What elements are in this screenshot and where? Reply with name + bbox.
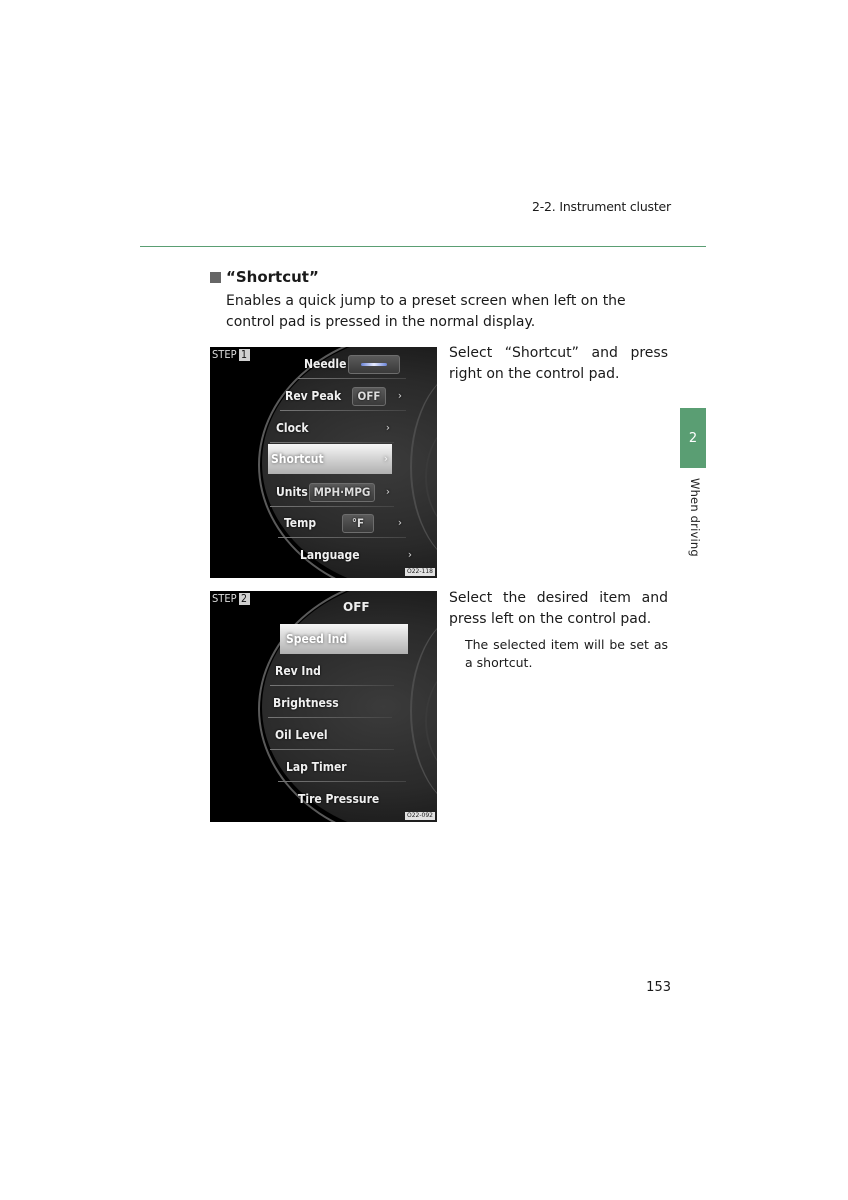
- menu-item-rev-peak[interactable]: [280, 381, 406, 411]
- chapter-title: When driving: [688, 478, 702, 557]
- menu-item-label: Units: [276, 485, 308, 499]
- step2-text: Select the desired item and press left on the control pad.: [449, 590, 668, 627]
- step-word: STEP: [212, 348, 237, 361]
- menu-item-label: Lap Timer: [286, 760, 347, 774]
- menu-item-oil-level[interactable]: [270, 720, 394, 750]
- step1-label: [212, 348, 250, 361]
- menu-item-clock[interactable]: [270, 413, 394, 443]
- menu-item-label: Rev Ind: [275, 664, 321, 678]
- menu-item-label: Clock: [276, 421, 309, 435]
- step2-screenshot: [210, 591, 437, 822]
- menu-item-units[interactable]: [270, 477, 394, 507]
- menu-item-label: Tire Pressure: [298, 792, 380, 806]
- menu-item-value: °F: [342, 514, 374, 533]
- menu-item-speed-ind[interactable]: [280, 624, 408, 654]
- header-rule: [140, 246, 706, 247]
- menu-item-lap-timer[interactable]: [278, 752, 406, 782]
- chevron-right-icon: ›: [383, 452, 388, 465]
- menu-item-label: Speed Ind: [286, 632, 348, 646]
- menu-item-value: MPH·MPG: [309, 483, 375, 502]
- step1-screenshot: [210, 347, 437, 578]
- chevron-right-icon: ›: [385, 485, 390, 498]
- menu-item-rev-ind[interactable]: [270, 656, 394, 686]
- step-number: 1: [239, 349, 250, 361]
- section-title: [210, 268, 319, 286]
- step1-text: Select “Shortcut” and press right on the control pad.: [449, 345, 668, 382]
- menu-item-temp[interactable]: [278, 508, 406, 538]
- menu-item-label: Brightness: [273, 696, 339, 710]
- page-number: 153: [646, 980, 671, 995]
- chevron-right-icon: ›: [397, 389, 402, 402]
- needle-color-bar: [348, 355, 400, 374]
- chevron-right-icon: ›: [397, 516, 402, 529]
- menu-item-tire-pressure[interactable]: [294, 784, 416, 814]
- menu-item-label: Needle: [304, 357, 347, 371]
- menu-item-language[interactable]: [294, 540, 416, 570]
- menu-item-brightness[interactable]: [268, 688, 392, 718]
- menu-item-label: Rev Peak: [285, 389, 342, 403]
- image-code: O22-118: [407, 568, 433, 575]
- step2-note: The selected item will be set as a shortcut.: [465, 637, 668, 670]
- chapter-number: 2: [688, 430, 698, 446]
- menu-item-needle[interactable]: [298, 349, 406, 379]
- shortcut-current-value: OFF: [343, 600, 370, 614]
- chevron-right-icon: ›: [385, 421, 390, 434]
- menu-item-shortcut[interactable]: [268, 444, 392, 474]
- image-code: O22-092: [407, 812, 433, 819]
- step2-label: [212, 592, 250, 605]
- section-intro: Enables a quick jump to a preset screen when left on the control pad is pressed in the normal display.: [226, 293, 626, 330]
- running-header: 2-2. Instrument cluster: [531, 199, 671, 214]
- menu-item-value: OFF: [352, 387, 386, 406]
- menu-item-label: Oil Level: [275, 728, 328, 742]
- menu-item-label: Shortcut: [271, 452, 324, 466]
- menu-item-label: Language: [300, 548, 360, 562]
- step-word: STEP: [212, 592, 237, 605]
- chevron-right-icon: ›: [407, 548, 412, 561]
- section-title-text: “Shortcut”: [226, 268, 319, 286]
- menu-item-label: Temp: [284, 516, 317, 530]
- chapter-tab: [680, 408, 706, 468]
- square-bullet-icon: [210, 272, 221, 283]
- step-number: 2: [239, 593, 250, 605]
